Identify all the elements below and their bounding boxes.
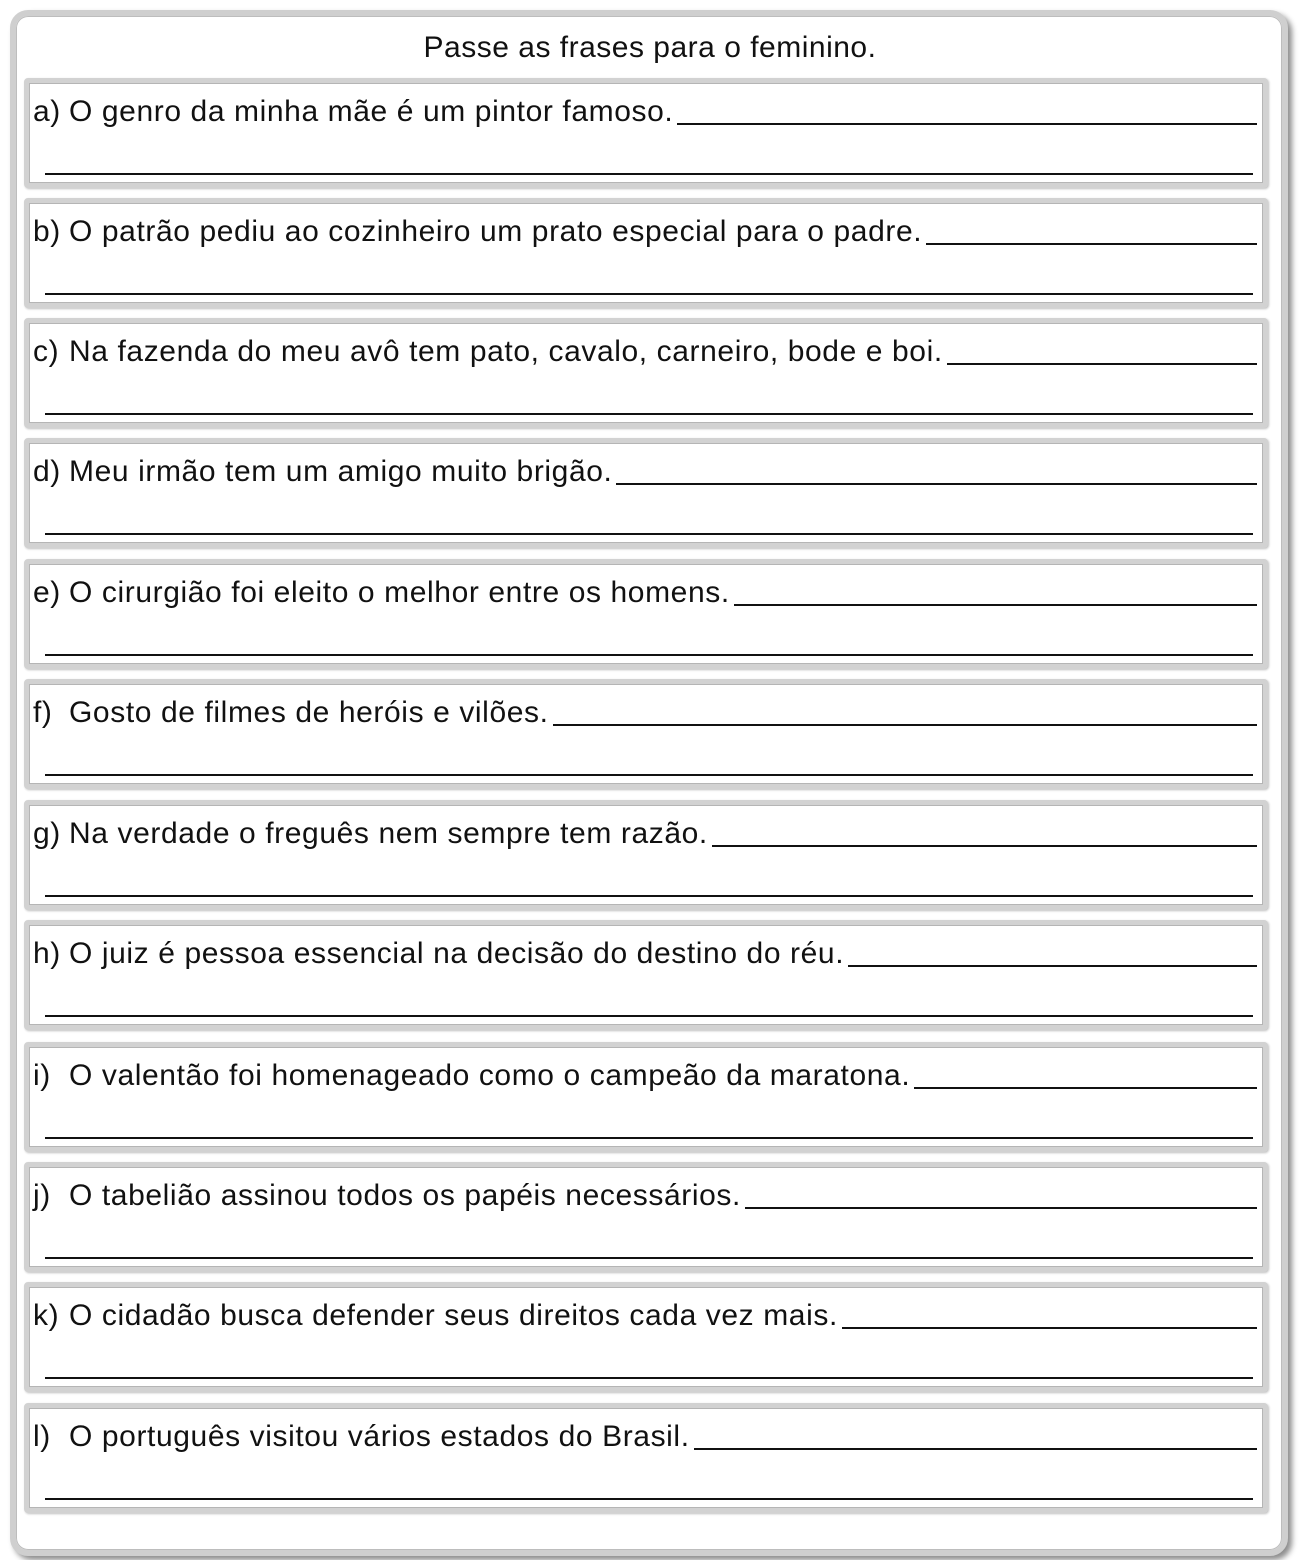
item-letter: c) — [33, 335, 60, 368]
answer-line-1[interactable] — [677, 123, 1257, 125]
answer-line-1[interactable] — [848, 965, 1257, 967]
answer-line-1[interactable] — [616, 483, 1257, 485]
answer-line-1[interactable] — [947, 363, 1257, 365]
exercise-item-h — [24, 920, 1268, 1030]
item-letter: f) — [33, 696, 53, 729]
item-letter: h) — [33, 937, 61, 970]
item-letter: k) — [33, 1299, 60, 1332]
item-sentence: Na fazenda do meu avô tem pato, cavalo, carneiro, bode e boi. — [69, 335, 943, 368]
answer-line-2[interactable] — [45, 1137, 1253, 1139]
item-sentence: O patrão pediu ao cozinheiro um prato especial para o padre. — [69, 215, 923, 248]
answer-line-2[interactable] — [45, 774, 1253, 776]
item-sentence: Gosto de filmes de heróis e vilões. — [69, 696, 549, 729]
answer-line-2[interactable] — [45, 173, 1253, 175]
answer-line-2[interactable] — [45, 895, 1253, 897]
answer-line-1[interactable] — [745, 1207, 1257, 1209]
item-sentence: O português visitou vários estados do Brasil. — [69, 1420, 690, 1453]
item-sentence: O genro da minha mãe é um pintor famoso. — [69, 95, 674, 128]
item-letter: e) — [33, 576, 61, 609]
answer-line-2[interactable] — [45, 1257, 1253, 1259]
answer-line-1[interactable] — [712, 845, 1257, 847]
exercise-item-k — [24, 1282, 1268, 1392]
item-sentence: O cidadão busca defender seus direitos cada vez mais. — [69, 1299, 838, 1332]
answer-line-2[interactable] — [45, 293, 1253, 295]
item-sentence: O cirurgião foi eleito o melhor entre os homens. — [69, 576, 730, 609]
answer-line-2[interactable] — [45, 413, 1253, 415]
answer-line-1[interactable] — [926, 243, 1257, 245]
item-letter: j) — [33, 1179, 51, 1212]
exercise-item-i — [24, 1042, 1268, 1152]
exercise-item-c — [24, 318, 1268, 428]
answer-line-1[interactable] — [914, 1087, 1257, 1089]
answer-line-1[interactable] — [842, 1327, 1257, 1329]
answer-line-2[interactable] — [45, 654, 1253, 656]
page-title: Passe as frases para o feminino. — [423, 31, 877, 64]
exercise-item-f — [24, 679, 1268, 789]
item-sentence: Meu irmão tem um amigo muito brigão. — [69, 455, 613, 488]
item-letter: l) — [33, 1420, 51, 1453]
answer-line-2[interactable] — [45, 1377, 1253, 1379]
exercise-item-b — [24, 198, 1268, 308]
exercise-item-d — [24, 438, 1268, 548]
answer-line-1[interactable] — [694, 1448, 1257, 1450]
item-sentence: O valentão foi homenageado como o campeão da maratona. — [69, 1059, 911, 1092]
item-sentence: O juiz é pessoa essencial na decisão do destino do réu. — [69, 937, 845, 970]
answer-line-2[interactable] — [45, 533, 1253, 535]
answer-line-1[interactable] — [553, 724, 1257, 726]
exercise-item-e — [24, 559, 1268, 669]
item-letter: b) — [33, 215, 61, 248]
item-letter: d) — [33, 455, 61, 488]
answer-line-2[interactable] — [45, 1015, 1253, 1017]
item-letter: i) — [33, 1059, 51, 1092]
exercise-item-a — [24, 78, 1268, 188]
exercise-item-l — [24, 1403, 1268, 1513]
answer-line-2[interactable] — [45, 1498, 1253, 1500]
item-letter: a) — [33, 95, 61, 128]
item-sentence: Na verdade o freguês nem sempre tem razão. — [69, 817, 708, 850]
answer-line-1[interactable] — [734, 604, 1257, 606]
exercise-item-j — [24, 1162, 1268, 1272]
item-letter: g) — [33, 817, 61, 850]
item-sentence: O tabelião assinou todos os papéis necessários. — [69, 1179, 741, 1212]
exercise-item-g — [24, 800, 1268, 910]
